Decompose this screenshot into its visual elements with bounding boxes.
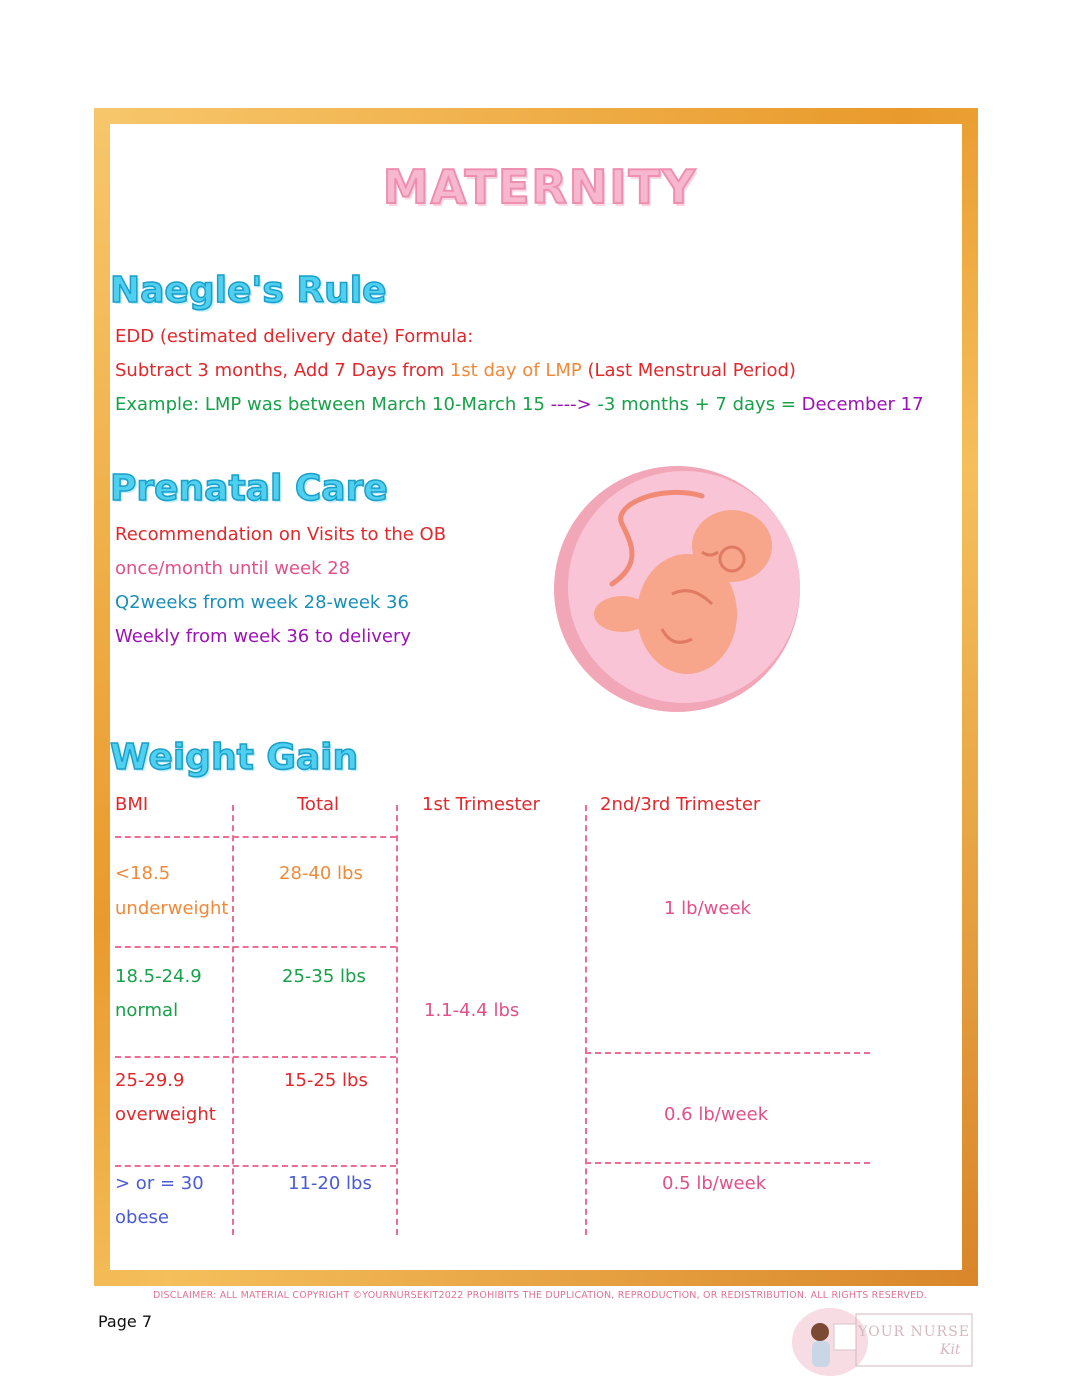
- col-header-second-third: 2nd/3rd Trimester: [600, 794, 761, 815]
- grid-hline: [115, 946, 396, 948]
- naegele-formula-line: [115, 360, 796, 381]
- total-gain: 25-35 lbs: [282, 966, 366, 987]
- naegele-heading: Naegle's Rule: [110, 270, 387, 311]
- prenatal-item-2: once/month until week 28: [115, 558, 351, 579]
- grid-vline: [232, 805, 234, 1235]
- col-header-first: 1st Trimester: [422, 794, 540, 815]
- second-third-gain: 0.6 lb/week: [664, 1104, 769, 1125]
- second-third-gain: 0.5 lb/week: [662, 1173, 767, 1194]
- example-part-1: Example: LMP was between March 10-March 15: [115, 394, 551, 415]
- grid-vline: [396, 805, 398, 1235]
- weight-heading: Weight Gain: [110, 737, 359, 778]
- second-third-gain: 1 lb/week: [664, 898, 751, 919]
- page-number: Page 7: [98, 1312, 152, 1331]
- example-part-2: -3 months + 7 days =: [591, 394, 802, 415]
- bmi-category: underweight: [115, 898, 229, 919]
- grid-vline: [585, 805, 587, 1235]
- formula-part-1: Subtract 3 months, Add 7 Days from: [115, 360, 450, 381]
- naegele-example-line: [115, 394, 924, 415]
- fetus-icon: [552, 464, 802, 714]
- grid-hline: [115, 1056, 396, 1058]
- col-header-total: Total: [297, 794, 340, 815]
- bmi-category: normal: [115, 1000, 179, 1021]
- total-gain: 11-20 lbs: [288, 1173, 372, 1194]
- grid-hline: [585, 1162, 870, 1164]
- prenatal-heading: Prenatal Care: [110, 468, 388, 509]
- grid-hline: [115, 836, 396, 838]
- bmi-value: > or = 30: [115, 1173, 204, 1194]
- col-header-bmi: BMI: [115, 794, 149, 815]
- formula-part-3: (Last Menstrual Period): [581, 360, 796, 381]
- total-gain: 15-25 lbs: [284, 1070, 368, 1091]
- example-result: December 17: [801, 394, 924, 415]
- bmi-category: overweight: [115, 1104, 216, 1125]
- grid-hline: [585, 1052, 870, 1054]
- first-trimester-gain: 1.1-4.4 lbs: [424, 1000, 520, 1021]
- prenatal-item-4: Weekly from week 36 to delivery: [115, 626, 412, 647]
- formula-part-2: 1st day of LMP: [449, 360, 582, 381]
- bmi-value: <18.5: [115, 863, 171, 884]
- bmi-value: 18.5-24.9: [115, 966, 202, 987]
- edd-formula-label: EDD (estimated delivery date) Formula:: [115, 326, 474, 347]
- prenatal-item-1: Recommendation on Visits to the OB: [115, 524, 447, 545]
- total-gain: 28-40 lbs: [279, 863, 363, 884]
- bmi-value: 25-29.9: [115, 1070, 185, 1091]
- logo-text: YOUR NURSE: [858, 1324, 970, 1340]
- prenatal-item-3: Q2weeks from week 28-week 36: [115, 592, 409, 613]
- logo-kit: Kit: [940, 1342, 961, 1358]
- grid-hline: [115, 1165, 396, 1167]
- disclaimer: DISCLAIMER: ALL MATERIAL COPYRIGHT ©YOURNURSEKIT2022 PROHIBITS THE DUPLICATION, REPRODUCTION, OR REDISTRIBUTION. ALL RIGHTS RESERVED.: [152, 1290, 928, 1301]
- bmi-category: obese: [115, 1207, 169, 1228]
- page-title: MATERNITY: [382, 160, 698, 214]
- example-arrow: ---->: [550, 394, 592, 415]
